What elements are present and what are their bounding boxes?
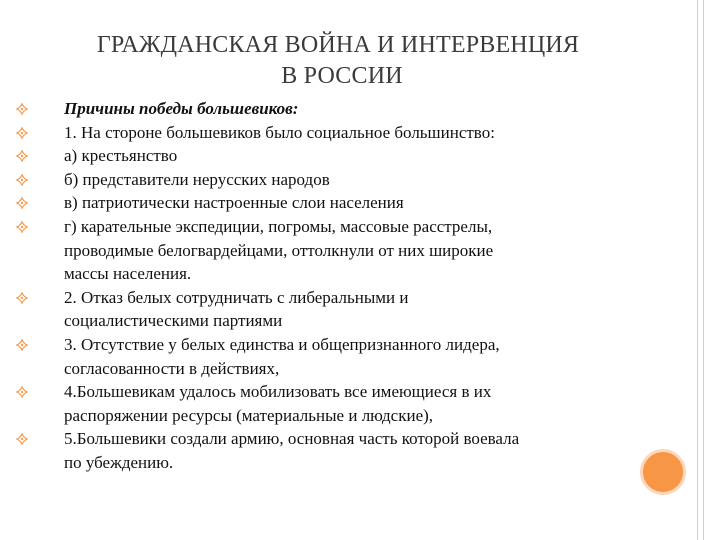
diamond-flower-bullet-icon: [16, 221, 28, 233]
bullet-line: в) патриотически настроенные слои населения: [64, 193, 404, 213]
bullet-item: [16, 191, 616, 215]
bullet-line: социалистическими партиями: [64, 311, 283, 331]
bullet-item: [16, 121, 616, 145]
bullet-line: г) карательные экспедиции, погромы, массовые расстрелы,: [64, 216, 493, 236]
diamond-flower-bullet-icon: [16, 127, 28, 139]
diamond-flower-bullet-icon: [16, 339, 28, 351]
bullet-line: 4.Большевикам удалось мобилизовать все имеющиеся в их: [64, 382, 492, 402]
bullet-item: [16, 380, 616, 427]
diamond-flower-bullet-icon: [16, 150, 28, 162]
bullet-line: а) крестьянство: [64, 146, 178, 166]
bullet-line: распоряжении ресурсы (материальные и людские),: [64, 405, 434, 425]
bullet-line: проводимые белогвардейцами, оттолкнули от них широкие: [64, 240, 494, 260]
bullet-item: [16, 215, 616, 286]
bullet-line: б) представители нерусских народов: [64, 169, 330, 189]
diamond-flower-bullet-icon: [16, 174, 28, 186]
bullet-line: 3. Отсутствие у белых единства и общепризнанного лидера,: [64, 334, 500, 354]
diamond-flower-bullet-icon: [16, 197, 28, 209]
slide-title: [18, 30, 658, 92]
bullet-line: по убеждению.: [64, 452, 174, 472]
bullet-list: [16, 97, 616, 475]
bullet-item: [16, 286, 616, 333]
bullet-item: [16, 333, 616, 380]
bullet-item-heading: [16, 97, 616, 121]
slide-title-line-2: В РОССИИ: [281, 63, 403, 89]
bullet-line: Причины победы большевиков:: [64, 99, 299, 118]
diamond-flower-bullet-icon: [16, 103, 28, 115]
bullet-item: [16, 427, 616, 474]
diamond-flower-bullet-icon: [16, 386, 28, 398]
right-border-line-inner: [703, 0, 704, 540]
diamond-flower-bullet-icon: [16, 292, 28, 304]
bullet-item: [16, 168, 616, 192]
diamond-flower-bullet-icon: [16, 433, 28, 445]
bullet-line: согласованности в действиях,: [64, 358, 280, 378]
bullet-line: массы населения.: [64, 264, 192, 284]
bullet-line: 2. Отказ белых сотрудничать с либеральными и: [64, 287, 409, 307]
orange-circle-decoration: [640, 449, 686, 495]
bullet-line: 5.Большевики создали армию, основная часть которой воевала: [64, 429, 520, 449]
bullet-item: [16, 144, 616, 168]
right-border-line-outer: [697, 0, 698, 540]
bullet-line: 1. На стороне большевиков было социальное большинство:: [64, 122, 495, 142]
slide-title-line-1: ГРАЖДАНСКАЯ ВОЙНА И ИНТЕРВЕНЦИЯ: [96, 32, 580, 58]
